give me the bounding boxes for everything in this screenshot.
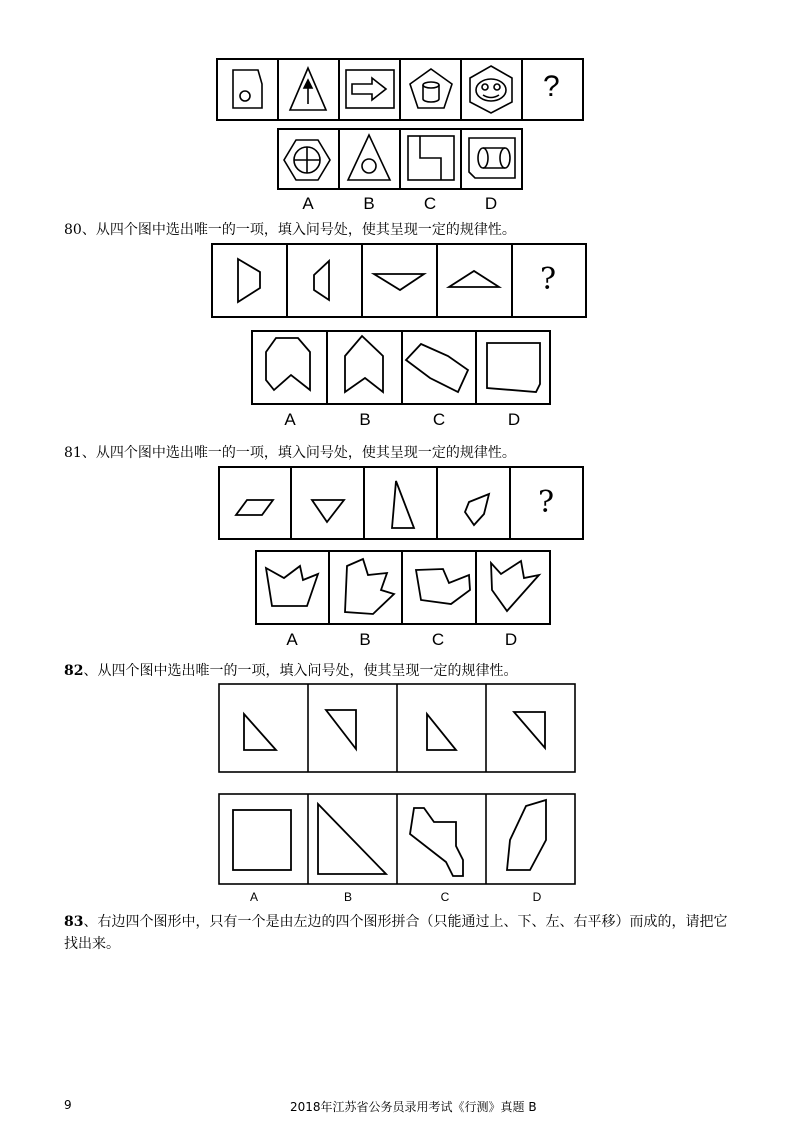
- q82-option-d-label: D: [532, 890, 542, 904]
- q82-question-number: 82: [64, 663, 84, 679]
- q80-option-c-label: C: [432, 410, 446, 429]
- q81-option-b-label: B: [359, 630, 371, 649]
- q80-question-mark: ?: [540, 262, 557, 297]
- q79-option-d-label: D: [484, 194, 498, 213]
- q80-option-d-label: D: [507, 410, 521, 429]
- q80-question-text: 80、从四个图中选出唯一的一项，填入问号处，使其呈现一定的规律性。: [64, 222, 516, 238]
- q81-option-c-label: C: [431, 630, 445, 649]
- q82-option-a-shape: [233, 810, 291, 870]
- q79-option-b-label: B: [363, 194, 375, 213]
- q82-option-a-label: A: [249, 890, 258, 904]
- q81-question-text: 81、从四个图中选出唯一的一项，填入问号处，使其呈现一定的规律性。: [64, 445, 516, 461]
- q81-question-mark: ?: [538, 485, 555, 520]
- q82-option-b-shape: [318, 804, 386, 874]
- q83-question-number: 83: [64, 914, 84, 930]
- page-number: 9: [64, 1098, 72, 1112]
- q81-option-d-label: D: [504, 630, 518, 649]
- q82-option-c-shape: [410, 808, 463, 876]
- q80-option-a-label: A: [284, 410, 296, 429]
- q79-option-a-label: A: [302, 194, 314, 213]
- q82-option-c-label: C: [440, 890, 450, 904]
- q83-question-text-line2: 找出来。: [64, 936, 120, 952]
- q80-option-b-label: B: [359, 410, 371, 429]
- q82-option-b-label: B: [343, 890, 352, 904]
- q83-question-text-line1: [64, 911, 727, 931]
- q79-question-mark: ?: [543, 70, 560, 103]
- q82-question-body: 、从四个图中选出唯一的一项，填入问号处，使其呈现一定的规律性。: [83, 663, 518, 679]
- q82-option-d-shape: [507, 800, 546, 870]
- q83-question-body: 、右边四个图形中，只有一个是由左边的四个图形拼合（只能通过上、下、左、右平移）而成的，请把它: [83, 914, 728, 930]
- page-footer-title: 2018年江苏省公务员录用考试《行测》真题 B: [290, 1100, 537, 1114]
- q81-option-a-label: A: [286, 630, 298, 649]
- q79-option-c-label: C: [423, 194, 437, 213]
